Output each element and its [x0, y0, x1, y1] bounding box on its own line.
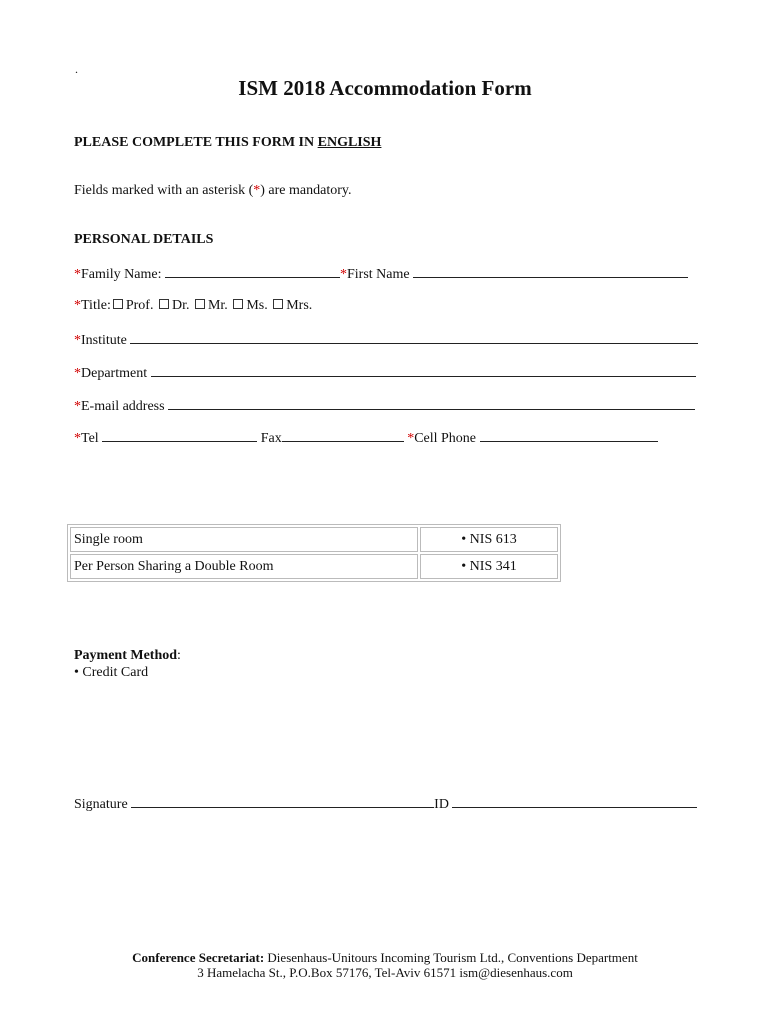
signature-label: Signature	[74, 797, 128, 812]
required-asterisk-icon: *	[74, 366, 81, 381]
family-name-field[interactable]	[165, 265, 340, 278]
title-option-ms: Ms.	[246, 298, 268, 313]
footer-label: Conference Secretariat:	[132, 950, 265, 965]
form-title: ISM 2018 Accommodation Form	[238, 76, 532, 100]
title-label: Title:	[81, 298, 111, 313]
required-asterisk-icon: *	[74, 298, 81, 313]
institute-row	[74, 331, 706, 349]
required-asterisk-icon: *	[74, 399, 81, 414]
cell-phone-label: Cell Phone	[414, 431, 477, 446]
checkbox-prof[interactable]	[113, 299, 123, 309]
fax-label: Fax	[260, 431, 282, 446]
required-asterisk-icon: *	[407, 431, 415, 446]
name-row	[74, 265, 706, 283]
checkbox-dr[interactable]	[159, 299, 169, 309]
table-row	[70, 554, 558, 579]
required-asterisk-icon: *	[74, 267, 81, 282]
email-label: E-mail address	[81, 399, 165, 414]
institute-field[interactable]	[130, 331, 698, 344]
required-asterisk-icon: *	[74, 333, 81, 348]
mandatory-note	[74, 183, 351, 199]
required-asterisk-icon: *	[74, 431, 81, 446]
family-name-label: Family Name:	[81, 267, 162, 282]
tel-field[interactable]	[102, 429, 257, 442]
department-row	[74, 364, 706, 382]
first-name-field[interactable]	[413, 265, 688, 278]
room-rates-table	[67, 524, 561, 582]
instruction-language: ENGLISH	[317, 135, 382, 150]
title-row	[74, 298, 706, 314]
room-price-cell: • NIS 341	[420, 554, 558, 579]
note-before: Fields marked with an asterisk (	[74, 183, 254, 198]
title-option-mrs: Mrs.	[286, 298, 313, 313]
section-title-personal-details: PERSONAL DETAILS	[74, 232, 214, 247]
title-option-dr: Dr.	[171, 298, 190, 313]
signature-field[interactable]	[131, 795, 434, 808]
institute-label: Institute	[81, 333, 127, 348]
conference-secretariat-footer	[0, 950, 770, 980]
title-option-prof: Prof.	[125, 298, 154, 313]
table-row	[70, 527, 558, 552]
title-option-mr: Mr.	[207, 298, 228, 313]
checkbox-mrs[interactable]	[273, 299, 283, 309]
footer-line-2: 3 Hamelacha St., P.O.Box 57176, Tel-Aviv 61571 ism@diesenhaus.com	[197, 965, 573, 980]
cell-phone-field[interactable]	[480, 429, 658, 442]
first-name-label: First Name	[347, 267, 410, 282]
payment-colon: :	[177, 648, 181, 663]
payment-option-credit-card: • Credit Card	[74, 665, 149, 680]
department-label: Department	[81, 366, 148, 381]
required-asterisk-icon: *	[340, 267, 347, 282]
fax-field[interactable]	[282, 429, 404, 442]
note-after: ) are mandatory.	[260, 183, 352, 198]
signature-row	[74, 795, 697, 813]
footer-organization: Diesenhaus-Unitours Incoming Tourism Ltd., Conventions Department	[264, 950, 638, 965]
room-price-cell: • NIS 613	[420, 527, 558, 552]
instruction-text: PLEASE COMPLETE THIS FORM IN	[74, 135, 318, 150]
id-label: ID	[434, 797, 449, 812]
payment-method-heading	[74, 648, 181, 664]
id-field[interactable]	[452, 795, 697, 808]
top-mark: .	[75, 62, 78, 76]
checkbox-mr[interactable]	[195, 299, 205, 309]
tel-label: Tel	[81, 431, 99, 446]
email-row	[74, 397, 706, 415]
asterisk-icon: *	[253, 183, 261, 198]
footer-line-1	[0, 950, 770, 965]
checkbox-ms[interactable]	[233, 299, 243, 309]
room-type-cell: Single room	[70, 527, 418, 552]
email-field[interactable]	[168, 397, 695, 410]
language-instruction	[74, 135, 381, 151]
phone-row	[74, 429, 706, 447]
payment-method-label: Payment Method	[74, 648, 178, 663]
department-field[interactable]	[151, 364, 696, 377]
room-type-cell: Per Person Sharing a Double Room	[70, 554, 418, 579]
